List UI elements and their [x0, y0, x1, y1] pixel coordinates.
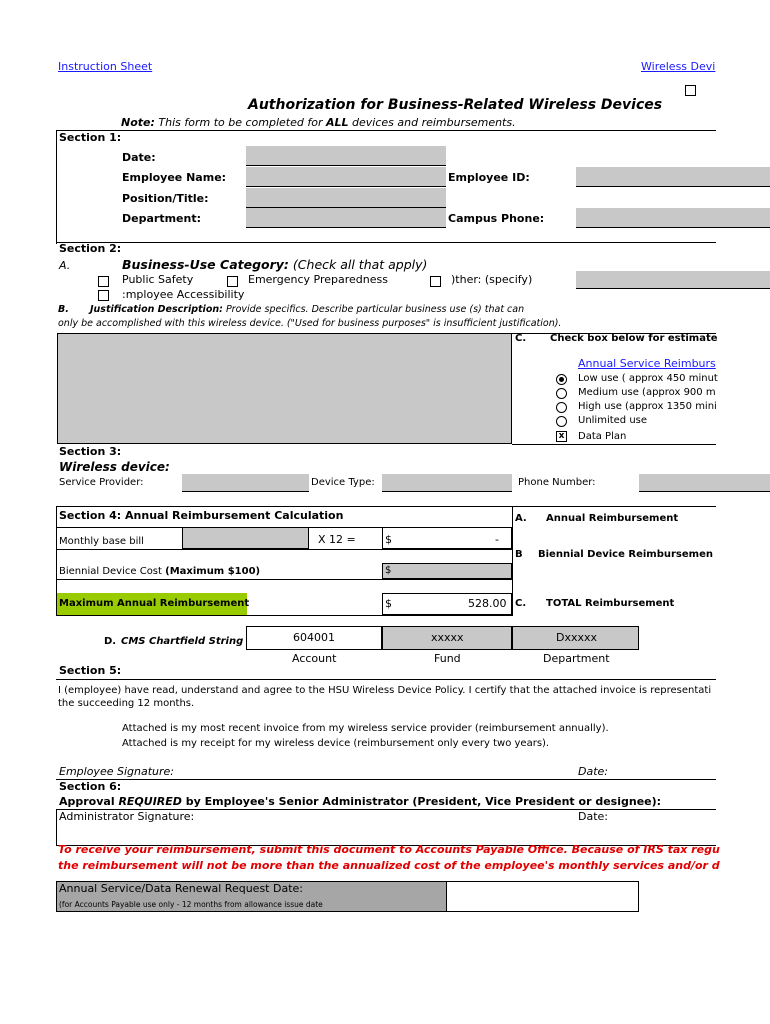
unlimited-use-label: Unlimited use [578, 415, 648, 426]
note-text1: This form to be completed for [154, 116, 326, 129]
other-label: )ther: (specify) [451, 273, 533, 286]
category-bold: Business-Use Category: [122, 257, 289, 272]
employee-id-field[interactable] [576, 167, 770, 187]
data-plan-checkbox[interactable]: x [556, 431, 567, 442]
category-rest: (Check all that apply) [288, 257, 428, 272]
times-twelve: X 12 = [318, 533, 356, 546]
annual-calc-cell [382, 527, 512, 549]
account-caption: Account [292, 652, 337, 665]
check-box-label: Check box below for estimate [550, 333, 718, 344]
notice-line1: To receive your reimbursement, submit this document to Accounts Payable Office. Because of IRS tax regu [58, 843, 720, 856]
biennial-reimb-label: Biennial Device Reimbursemen [538, 549, 713, 560]
instruction-sheet-link[interactable]: Instruction Sheet [58, 60, 153, 73]
cms-label: CMS Chartfield String [121, 636, 244, 647]
admin-date-label: Date: [578, 810, 608, 823]
position-label: Position/Title: [122, 192, 209, 205]
phone-number-field[interactable] [639, 474, 770, 492]
department-label: Department: [122, 212, 201, 225]
biennial-max: (Maximum $100) [165, 566, 261, 577]
business-use-category [122, 257, 427, 272]
medium-use-radio[interactable] [556, 388, 567, 399]
wireless-device-label: Wireless device: [59, 460, 170, 474]
renewal-sub: (for Accounts Payable use only - 12 months from allowance issue date [59, 900, 323, 909]
public-safety-label: Public Safety [122, 273, 194, 286]
annual-reimb-label: Annual Reimbursement [546, 513, 679, 524]
device-type-field[interactable] [382, 474, 512, 492]
low-use-label: Low use ( approx 450 minut [578, 373, 718, 384]
certify-line2: the succeeding 12 months. [58, 698, 195, 709]
section2-a: A. [59, 259, 71, 272]
section4-c: C. [515, 598, 527, 609]
section4-header: Section 4: Annual Reimbursement Calculation [59, 509, 344, 522]
section4-a: A. [515, 513, 527, 524]
renewal-title: Annual Service/Data Renewal Request Date: [59, 882, 303, 895]
other-checkbox[interactable] [430, 276, 441, 287]
certify-line1: I (employee) have read, understand and agree to the HSU Wireless Device Policy. I certify that the attached invoice is representati [58, 685, 712, 696]
accessibility-label: :mployee Accessibility [122, 288, 245, 301]
annual-dollar: $ [385, 533, 392, 546]
cms-d: D. [104, 636, 117, 647]
unlimited-use-radio[interactable] [556, 416, 567, 427]
biennial-cost-label [59, 566, 260, 577]
employee-date-label: Date: [578, 765, 608, 778]
justification-rest: Provide specifics. Describe particular business use (s) that can [222, 304, 525, 315]
top-checkbox[interactable] [685, 85, 696, 96]
justification-textarea[interactable] [57, 333, 512, 444]
justification-bold: Justification Description: [90, 304, 223, 315]
attached-invoice: Attached is my most recent invoice from my wireless service provider (reimbursement annually). [122, 723, 609, 734]
emergency-checkbox[interactable] [227, 276, 238, 287]
device-type-label: Device Type: [311, 477, 375, 488]
form-title: Authorization for Business-Related Wireless Devices [248, 97, 663, 113]
employee-name-label: Employee Name: [122, 171, 227, 184]
high-use-radio[interactable] [556, 402, 567, 413]
section2-header: Section 2: [59, 242, 122, 255]
data-plan-label: Data Plan [578, 431, 627, 442]
admin-signature-label: Administrator Signature: [59, 810, 195, 823]
max-annual-label: Maximum Annual Reimbursement [59, 598, 250, 609]
employee-name-field[interactable] [246, 167, 446, 187]
department-field[interactable] [246, 208, 446, 228]
campus-phone-field[interactable] [576, 208, 770, 228]
employee-id-label: Employee ID: [448, 171, 530, 184]
service-provider-label: Service Provider: [59, 477, 144, 488]
position-field[interactable] [246, 188, 446, 208]
biennial-text: Biennial Device Cost [59, 566, 166, 577]
approval-2: by Employee's Senior Administrator (President, Vice President or designee): [181, 795, 662, 808]
annual-dash: - [495, 533, 499, 546]
notice-line2: the reimbursement will not be more than the annualized cost of the employee's monthly services and/or d [58, 859, 720, 872]
max-dollar: $ [385, 597, 392, 610]
fund-caption: Fund [434, 652, 461, 665]
emergency-label: Emergency Preparedness [248, 273, 388, 286]
biennial-dollar: $ [385, 565, 392, 576]
approval-1: Approval [59, 795, 119, 808]
justification-label [90, 304, 524, 315]
service-provider-field[interactable] [182, 474, 309, 492]
monthly-base-bill-field[interactable] [182, 527, 309, 549]
fund-value: xxxxx [431, 631, 464, 644]
phone-number-label: Phone Number: [518, 477, 596, 488]
attached-receipt: Attached is my receipt for my wireless device (reimbursement only every two years). [122, 738, 550, 749]
justification-line2: only be accomplished with this wireless device. ("Used for business purposes" is insufficient justification). [58, 318, 562, 329]
high-use-label: High use (approx 1350 mini [578, 401, 717, 412]
section2-c: C. [515, 333, 527, 344]
max-annual-value: 528.00 [468, 597, 507, 610]
note-label: Note: [121, 116, 155, 129]
medium-use-label: Medium use (approx 900 m [578, 387, 716, 398]
note [121, 116, 516, 129]
biennial-cost-field[interactable] [382, 563, 512, 579]
section4-b: B [515, 549, 523, 560]
monthly-base-bill-label: Monthly base bill [59, 536, 144, 547]
other-specify-field[interactable] [576, 271, 770, 289]
department-value: Dxxxxx [556, 631, 598, 644]
section6-header: Section 6: [59, 780, 122, 793]
section5-header: Section 5: [59, 664, 122, 677]
wireless-device-link[interactable]: Wireless Devi [641, 60, 716, 73]
department-caption: Department [543, 652, 610, 665]
section2-b: B. [58, 304, 69, 315]
public-safety-checkbox[interactable] [98, 276, 109, 287]
date-field[interactable] [246, 146, 446, 166]
date-label: Date: [122, 151, 156, 164]
approval-text [59, 795, 661, 808]
accessibility-checkbox[interactable] [98, 290, 109, 301]
note-text2: devices and reimbursements. [348, 116, 516, 129]
approval-required: REQUIRED [118, 795, 182, 808]
note-all: ALL [325, 116, 349, 129]
section3-header: Section 3: [59, 445, 122, 458]
total-reimb-label: TOTAL Reimbursement [546, 598, 675, 609]
employee-signature-label: Employee Signature: [59, 765, 174, 778]
renewal-date-field[interactable] [446, 881, 639, 912]
section1-header: Section 1: [59, 131, 122, 144]
low-use-radio[interactable] [556, 374, 567, 385]
account-value: 604001 [293, 631, 335, 644]
campus-phone-label: Campus Phone: [448, 212, 545, 225]
annual-service-link[interactable]: Annual Service Reimburs [578, 357, 716, 370]
